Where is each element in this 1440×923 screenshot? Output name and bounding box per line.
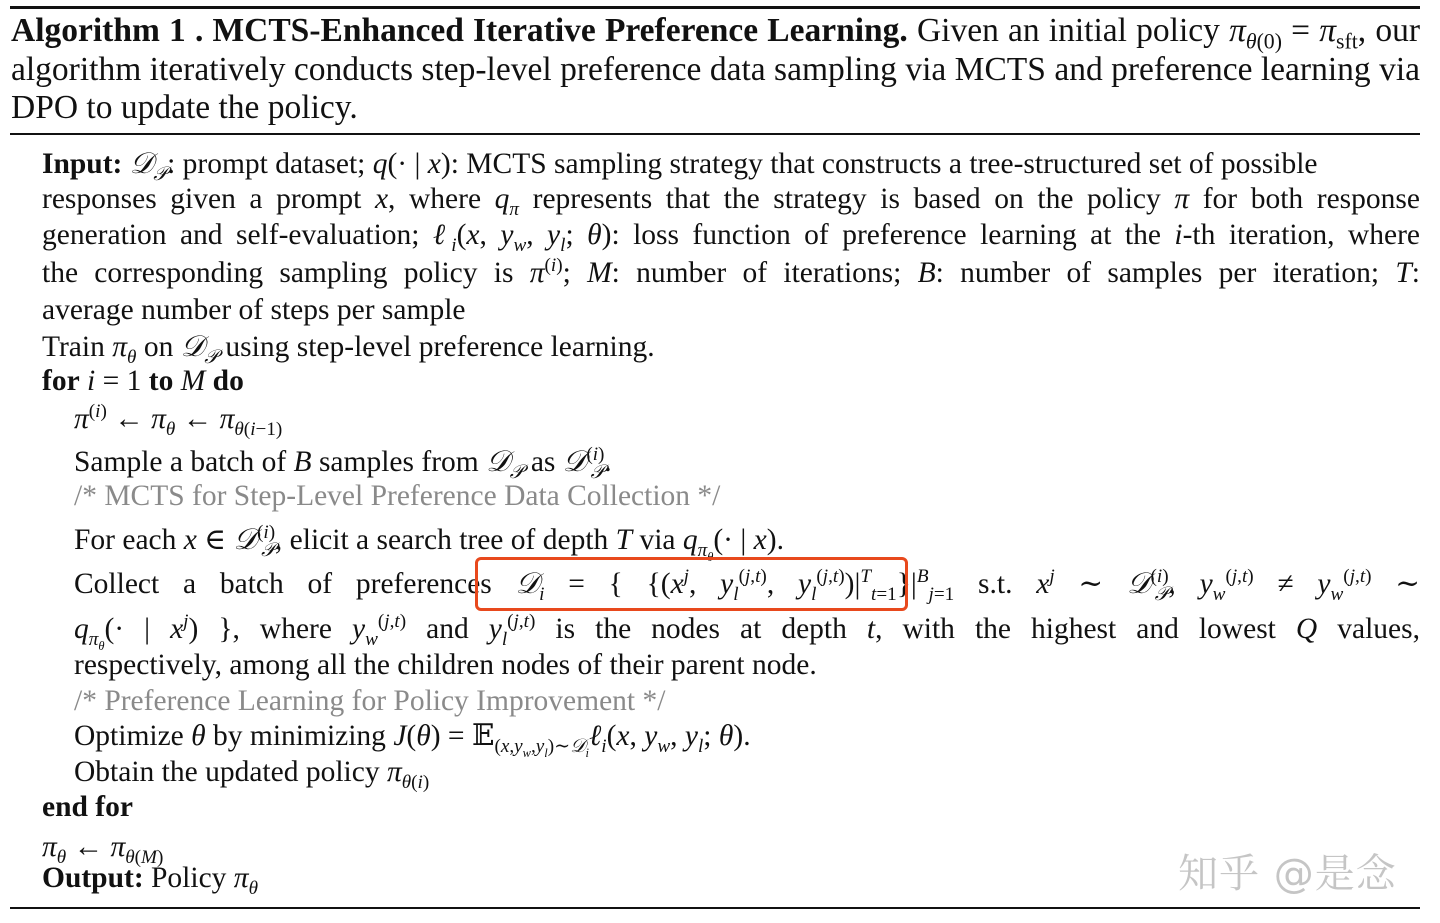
where-line: $q_{\pi_\theta}(\cdot$ | $x^j$) }, where $y_w^{(j,t)}$ and $y_l^{(j,t)}$ is the nodes at depth t, with the highest and lowest Q values, [74,611,1420,653]
watermark: 知乎 @是念 [1178,851,1397,897]
mid-rule [10,133,1420,135]
output-label: Output: [42,862,144,894]
input-line-1: Input: 𝒟$_𝒫$: prompt dataset; q(· | x): MCTS sampling strategy that constructs a tree-structured set of possible [42,146,1318,185]
final-assign-line: $\pi_\theta$ ← $\pi_{\theta(M)}$ [42,831,164,868]
obtain-line: Obtain the updated policy $\pi_{\theta(i)}$ [74,756,430,793]
highlight-box [475,557,908,611]
collect-line: Collect a batch of preferences 𝒟$_i$ = { {($x^j$, $y_l^{(j,t)}$, $y_l^{(j,t)})|^T_{t=1}\}|^B_{j=1}$ s.t. $x^j$ ∼ 𝒟$^{(i)}_𝒫$, $y_w^{(j,t)} \ne y_w^{(j,t)}$ ∼ [74,566,1421,605]
input-line-3: generation and self-evaluation; ℓ$_i$(x, $y_w$, $y_l$; θ): loss function of preference learning at the i-th iteration, where [42,219,1421,256]
input-line-2: responses given a prompt x, where $q_\pi$ represents that the strategy is based on the policy π for both response [42,183,1420,220]
train-line: Train $\pi_\theta$ on 𝒟$_𝒫$ using step-level preference learning. [42,329,655,368]
top-rule [10,6,1420,9]
sample-line: Sample a batch of B samples from 𝒟$_𝒫$ as 𝒟$^{(i)}_𝒫$. [74,444,612,483]
algorithm-label: Algorithm 1 . MCTS-Enhanced Iterative Preference Learning. [11,12,908,49]
respectively-line: respectively, among all the children nodes of their parent node. [74,649,817,681]
caption-text-2: , our algorithm iteratively conducts step-level preference data sampling via MCTS and preference learning via DPO to update the policy. [11,12,1420,126]
output-line: Output: Policy $\pi_\theta$ [42,862,258,899]
input-line-5: average number of steps per sample [42,294,466,326]
input-line-4: the corresponding sampling policy is $\pi^{(i)}$; M: number of iterations; B: number of samples per iteration; T: [42,255,1420,289]
policy-assign-line: $\pi^{(i)}$ ← $\pi_\theta$ ← $\pi_{\theta(i-1)}$ [74,401,283,440]
algorithm-caption: Algorithm 1 . MCTS-Enhanced Iterative Preference Learning. Given an initial policy $\pi_{\theta(0)} = \pi_{sft}$, our algorithm iteratively conducts step-level preference data sampling via MCTS and preference learning via DPO to update the policy. [11,12,1420,126]
optimize-line: Optimize θ by minimizing J(θ) = 𝔼$_{(x,y_w,y_l)\sim 𝒟_i}$ℓ$_i$(x, $y_w$, $y_l$; θ). [74,720,751,760]
end-for-line: end for [42,791,133,823]
for-line: for i = 1 to M do [42,365,244,397]
input-label: Input: [42,148,123,180]
bottom-rule [10,907,1420,909]
comment-pref: /* Preference Learning for Policy Improvement */ [74,685,666,717]
foreach-line: For each x ∈ 𝒟$^{(i)}_𝒫$, elicit a search tree of depth T via $q_{\pi_\theta}(\cdot$ | x). [74,522,784,564]
caption-text-1: Given an initial policy [916,12,1230,49]
comment-mcts: /* MCTS for Step-Level Preference Data Collection */ [74,480,721,512]
